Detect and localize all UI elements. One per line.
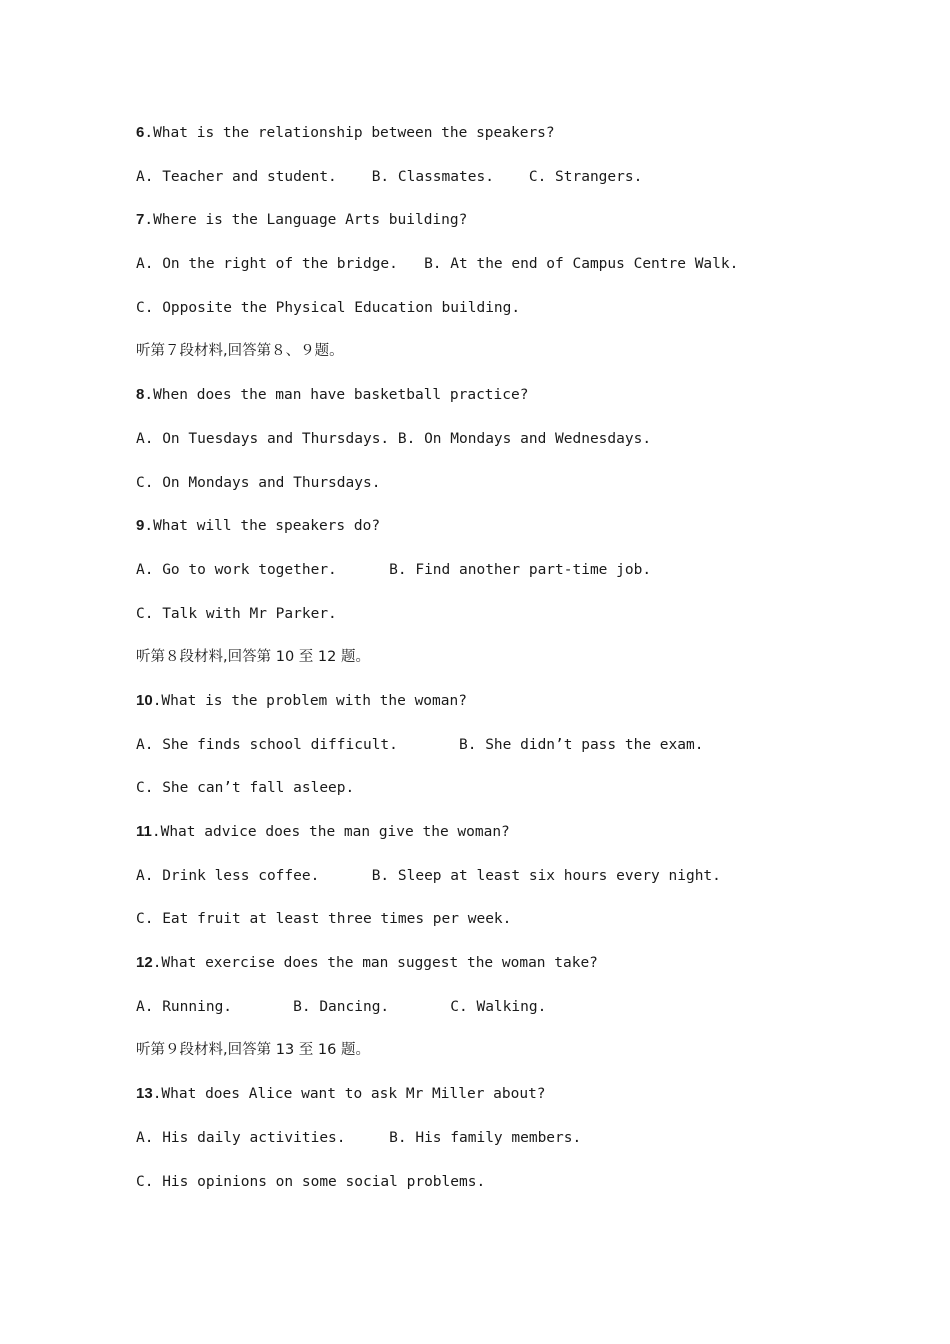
answer-options: A. His daily activities. B. His family members. <box>136 1129 582 1146</box>
question-text: .What exercise does the man suggest the woman take? <box>152 955 598 972</box>
question-number: 10 <box>136 691 153 709</box>
question-text: .What is the problem with the woman? <box>152 692 467 709</box>
question-13 <box>136 1081 896 1125</box>
question-number: 13 <box>136 1085 153 1103</box>
answer-options: A. Drink less coffee. B. Sleep at least six hours every night. <box>136 867 721 884</box>
question-number: 7 <box>136 211 145 229</box>
question-12 <box>136 950 896 994</box>
question-number: 8 <box>136 386 145 404</box>
question-text: .Where is the Language Arts building? <box>144 212 468 229</box>
question-7 <box>136 207 896 251</box>
question-text: .What advice does the man give the woman? <box>151 824 510 840</box>
question-number: 12 <box>136 954 153 972</box>
question-number: 6 <box>136 124 145 141</box>
answer-options: A. She finds school difficult. B. She didn’t pass the exam. <box>136 736 704 753</box>
question-number: 9 <box>136 517 145 535</box>
question-8 <box>136 382 896 426</box>
question-text: .When does the man have basketball practice? <box>144 387 529 404</box>
question-6 <box>136 120 896 164</box>
question-text: .What will the speakers do? <box>144 518 381 535</box>
question-9 <box>136 513 896 557</box>
answer-options: C. She can’t fall asleep. <box>136 780 355 797</box>
answer-options: C. Opposite the Physical Education building. <box>136 299 521 316</box>
section-instruction: 听第９段材料,回答第 13 至 16 题。 <box>136 1042 370 1059</box>
section-instruction: 听第８段材料,回答第 10 至 12 题。 <box>136 649 370 666</box>
question-11 <box>136 819 896 863</box>
question-number: 11 <box>136 823 152 840</box>
answer-options: C. On Mondays and Thursdays. <box>136 474 381 491</box>
answer-options: A. On the right of the bridge. B. At the end of Campus Centre Walk. <box>136 256 739 273</box>
question-text: .What does Alice want to ask Mr Miller about? <box>152 1086 546 1103</box>
answer-options: A. On Tuesdays and Thursdays. B. On Mondays and Wednesdays. <box>136 430 652 447</box>
question-text: .What is the relationship between the speakers? <box>144 125 555 141</box>
answer-options: C. Talk with Mr Parker. <box>136 605 337 622</box>
answer-options: A. Running. B. Dancing. C. Walking. <box>136 998 547 1015</box>
answer-options: C. Eat fruit at least three times per week. <box>136 911 512 928</box>
document-page <box>136 120 896 1212</box>
section-instruction: 听第７段材料,回答第８、９题。 <box>136 343 344 360</box>
answer-options: A. Go to work together. B. Find another part-time job. <box>136 561 652 578</box>
answer-options: C. His opinions on some social problems. <box>136 1173 486 1190</box>
question-10 <box>136 688 896 732</box>
answer-options: A. Teacher and student. B. Classmates. C. Strangers. <box>136 168 643 185</box>
